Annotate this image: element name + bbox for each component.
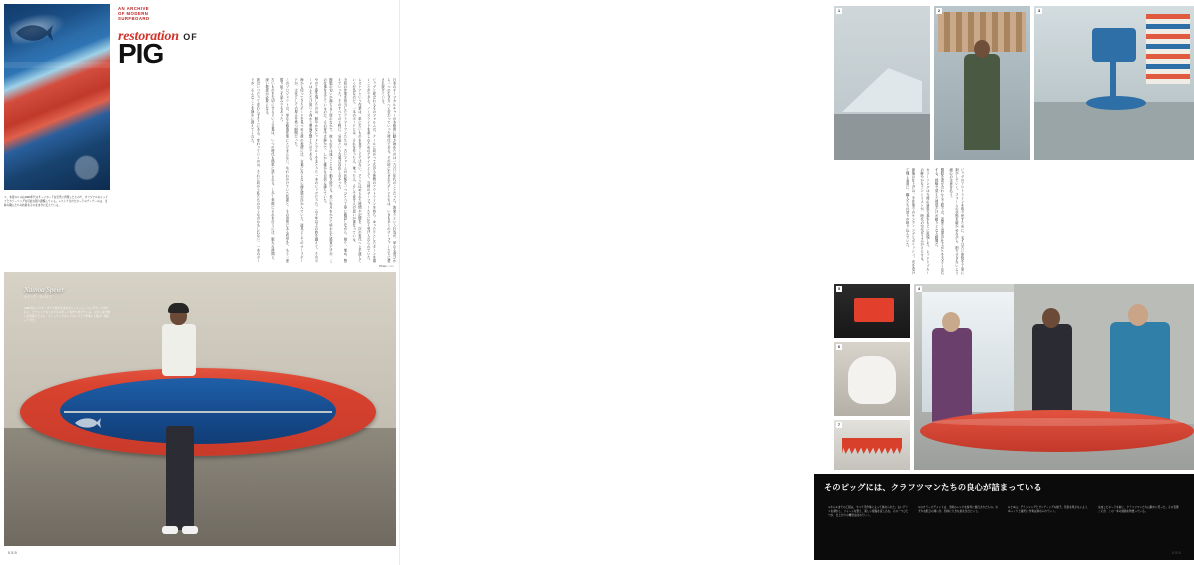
red-surfboard-in-progress	[920, 410, 1194, 452]
person-shoe	[182, 526, 198, 534]
banner-caption-column: ⑤のカラーピグメントは、当時のレシピを参考に調合されたもの。わずかな配合の違いが、色味に大きな差を生むという。	[918, 506, 998, 513]
photo-band	[4, 62, 110, 68]
photo-number-badge: 2	[938, 9, 940, 13]
folio-left: 055	[8, 550, 18, 555]
masthead-line-1: AN ARCHIVE	[118, 6, 150, 11]
body-column: ピッグのアウトラインを取り戻すために、まずは古い塗装を丁寧に剥がしていく。フォームの状態を確かめながら、削りすぎないよう細心の注意を払う。	[948, 168, 964, 275]
body-column: このプロジェクトは、単なる修復作業にとどまらない。失われかけていた技術と、その背景にある哲学を、もう一度掘り起こす試みでもあった。	[279, 78, 289, 263]
colored-boards-rack	[1146, 14, 1190, 84]
subject-name: Nainoa Speier	[24, 286, 65, 294]
workshop-floor	[834, 114, 930, 160]
kicker-restoration: restoration	[118, 29, 179, 44]
craftsman-head	[974, 40, 990, 58]
craftsman-head	[1128, 304, 1148, 326]
photo-number-badge: 3	[1038, 9, 1040, 13]
fish-logo-icon	[74, 416, 102, 430]
hero-photo-caption: ＊、本書のロゴは1960年代のサーフボードを忠実に再現したもので、オリジナルのシェイプとカラーリングを可能な限り踏襲している。レストアされたボードのディテールは、当時の職人たちの技術をそのまま今に伝えている。	[4, 196, 108, 207]
red-pigment-tray	[854, 298, 894, 322]
banner-caption-columns	[828, 506, 1180, 518]
person-figure	[154, 306, 210, 538]
banner-caption-column: ⑥と⑦は、グラッシングとサンディングの様子。気泡を残さないよう、ゆっくりと確実に作業は進められていく。	[1008, 506, 1090, 513]
banner-caption-column: ①から④までの工程は、すべて手作業によって進められた。古いグラスを剥がし、フォームを整え、新しい樹脂を流し込む。その一つひとつが、仕上がりの精度を決めていく。	[828, 506, 909, 517]
body-column: 樹脂を混ぜ合わせる工程では、温度と湿度が仕上がりを大きく左右する。経験で覚えた感覚だけが頼りとなる瞬間だ。	[934, 168, 944, 275]
body-column: カラーリングは当時の資料写真をもとに再現した。レッドとブルーの鮮やかなコントラストが、時代の空気をよみがえらせる。	[919, 168, 930, 275]
photo-credit: Photo : ○○○	[379, 264, 394, 268]
red-board-tail	[842, 438, 902, 454]
craftsman-figure	[964, 54, 1000, 150]
person-torso	[162, 324, 196, 376]
process-photo-5	[834, 284, 910, 338]
left-page	[0, 0, 400, 565]
resin-pool	[1086, 96, 1146, 110]
hero-surfboard-nose-photo	[4, 4, 110, 190]
body-column: 日本のサーフカルチャーが本格的に動き始めたのは一九六〇年代のことだった。波乗りという行為が、単なる遊びから一つの生き方へと変わっていった時代である。その頃に生まれたボードたちは、いまも多くのサーファーたちに愛され続けている。	[380, 78, 396, 263]
subject-bio: 1961年にハワイ・オアフ島で生まれたシェイパー。ロングボードを中心に、クラシックなスタイルのボードを作り続けている。父から受け継いだ技術とともに、ヴィンテージボードのレストア作業にも数多く携わってきた。	[24, 306, 110, 323]
banner-headline: そのピッグには、クラフツマンたちの良心が詰まっている	[824, 482, 1042, 492]
shaping-table	[1034, 102, 1194, 160]
photo-number-badge: 5	[838, 287, 840, 291]
kicker-of: OF	[183, 32, 198, 42]
body-column: ピッグと呼ばれるそのフォルムは、テールに向かって広がる独特のアウトラインを持ち、ゆったりとしたターンを描くことができる。ノーズライドを楽しむためのデザインとして、当時のサーファーたちに広く受け入れられていた。	[366, 78, 376, 263]
process-photo-6	[834, 342, 910, 416]
folio-right: 055	[1172, 550, 1182, 555]
body-column: 古いものを大切にするという言葉は、いつの時代も簡単に語られる。しかし実際にそれを行うには、膨大な時間と、深い敬意が必要になる。	[264, 78, 275, 263]
photo-number-badge: 1	[838, 9, 840, 13]
craftsman-head	[1042, 308, 1060, 328]
photo-number-badge: 6	[838, 345, 840, 349]
left-body-text	[112, 78, 396, 263]
page-title: PIG	[118, 38, 164, 69]
gloved-hand	[848, 356, 896, 404]
body-column: レストアという作業は、単に古いものを直すことではない。そこに込められた時間や記憶を、次の世代へと手渡していく行為なのだ。一本のボードには、それを作った人、乗った人、そして直す人の思いが重なっている。	[351, 78, 362, 263]
masthead-line-2: OF MODERN	[118, 11, 149, 16]
masthead-line-3: SURFBOARD	[118, 16, 150, 21]
subject-name-kana: ナイノア・スパイア	[24, 295, 53, 299]
fish-logo-icon	[14, 20, 54, 46]
body-column: 波はいつだって変わらずそこにある。変わっていくのは、それに向かう私たちのほうなのかもしれない。一本のボードが、そんなことを静かに教えてくれた。	[250, 78, 260, 263]
process-photo-2	[934, 6, 1030, 160]
right-page	[400, 0, 1182, 565]
person-shoe	[162, 526, 178, 534]
board-rail-highlight	[930, 418, 1184, 426]
body-column: 今回の作業を担当したクラフトマンたちは、古いフォームの状態を一つひとつ丁寧に確認しながら、削り、埋め、整えていった。そのすべての工程に、妥協という言葉は存在しなかった。	[337, 78, 347, 263]
person-legs	[166, 426, 194, 530]
black-caption-banner	[814, 474, 1194, 560]
resin-pour-stream	[1110, 60, 1116, 100]
right-body-text	[834, 168, 964, 276]
process-photo-4	[914, 284, 1194, 470]
photo-number-badge: 7	[838, 423, 840, 427]
resin-bucket	[1092, 28, 1136, 62]
board-blank-shape	[842, 68, 922, 112]
masthead	[118, 6, 190, 21]
craftsman-head	[942, 312, 960, 332]
process-photo-1	[834, 6, 930, 160]
process-photo-3	[1034, 6, 1194, 160]
body-column: 海から戻ってきたボードを見つめる彼の表情には、言葉にならない満足感が浮かんでいた。道具としてのサーフボードが、文化としての厚みを持つ瞬間だった。	[293, 78, 304, 263]
banner-caption-column: 完成したボードを前に、クラフツマンたちは静かに笑った。その表情こそが、この一本の価値を物語っている。	[1098, 506, 1179, 513]
body-column: 最後の仕上げは、手作業でのサンディングとポリッシュ。光を受けて輝く表面に、職人たちの誇りが映り込んでいた。	[905, 168, 915, 275]
body-column: やがて姿を現したのは、鮮やかなレッドとブルーをまとった一本のピッグだった。五十年以上の時を越えて、そのボードはふたたび波へと向かう準備を整えたのである。	[308, 78, 318, 263]
body-column: 樹脂の匂いが満ちる工房のなかで、彼らの手は迷うことなく動き続ける。長い年月をかけて培われた感覚だけが、この仕事を支えているのだ。その背中は静かで、しかし確かな自信に満ちていた。	[322, 78, 333, 263]
photo-number-badge: 4	[918, 287, 920, 291]
subject-name-block	[24, 286, 64, 299]
process-photo-7	[834, 420, 910, 470]
beanie-cap	[168, 303, 189, 313]
